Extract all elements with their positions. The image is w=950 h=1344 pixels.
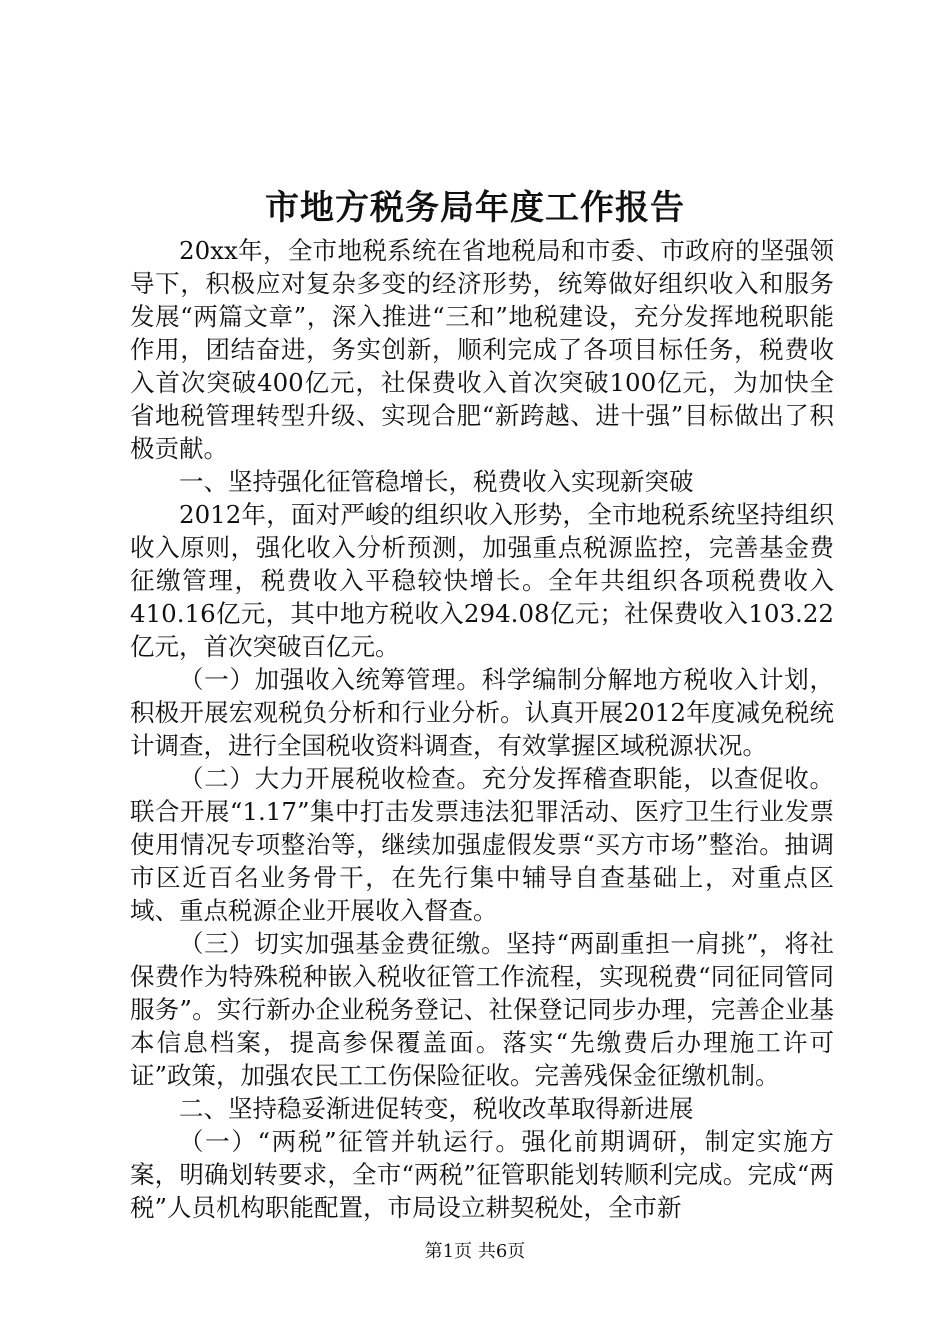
- paragraph-section-1-summary: 2012年，面对严峻的组织收入形势，全市地税系统坚持组织收入原则，强化收入分析预测，加强重点税源监控，完善基金费征缴管理，税费收入平稳较快增长。全年共组织各项税费收入410.16亿元，其中地方税收入294.08亿元；社保费收入103.22亿元，首次突破百亿元。: [130, 500, 834, 661]
- document-title: 市地方税务局年度工作报告: [265, 188, 685, 228]
- paragraph-intro: 20xx年，全市地税系统在省地税局和市委、市政府的坚强领导下，积极应对复杂多变的经济形势，统筹做好组织收入和服务发展“两篇文章”，深入推进“三和”地税建设，充分发挥地税职能作用，团结奋进，务实创新，顺利完成了各项目标任务，税费收入首次突破400亿元，社保费收入首次突破100亿元，为加快全省地税管理转型升级、实现合肥“新跨越、进十强”目标做出了积极贡献。: [130, 236, 834, 463]
- page-footer: 第1页 共6页: [424, 1241, 526, 1262]
- paragraph-section-1-item-2: （二）大力开展税收检查。充分发挥稽查职能，以查促收。联合开展“1.17”集中打击发票违法犯罪活动、医疗卫生行业发票使用情况专项整治等，继续加强虚假发票“买方市场”整治。抽调市区近百名业务骨干，在先行集中辅导自查基础上，对重点区域、重点税源企业开展收入督查。: [130, 764, 834, 925]
- section-heading-2: 二、坚持稳妥渐进促转变，税收改革取得新进展: [179, 1094, 694, 1123]
- paragraph-section-1-item-3: （三）切实加强基金费征缴。坚持“两副重担一肩挑”，将社保费作为特殊税种嵌入税收征管工作流程，实现税费“同征同管同服务”。实行新办企业税务登记、社保登记同步办理，完善企业基本信息档案，提高参保覆盖面。落实“先缴费后办理施工许可证”政策，加强农民工工伤保险征收。完善残保金征缴机制。: [130, 929, 834, 1090]
- document-body: [130, 234, 834, 1224]
- paragraph-section-2-item-1: （一）“两税”征管并轨运行。强化前期调研，制定实施方案，明确划转要求，全市“两税”征管职能划转顺利完成。完成“两税”人员机构职能配置，市局设立耕契税处，全市新: [130, 1127, 834, 1222]
- section-heading-1: 一、坚持强化征管稳增长，税费收入实现新突破: [179, 467, 694, 496]
- paragraph-section-1-item-1: （一）加强收入统筹管理。科学编制分解地方税收入计划，积极开展宏观税负分析和行业分析。认真开展2012年度减免税统计调查，进行全国税收资料调查，有效掌握区域税源状况。: [130, 665, 834, 760]
